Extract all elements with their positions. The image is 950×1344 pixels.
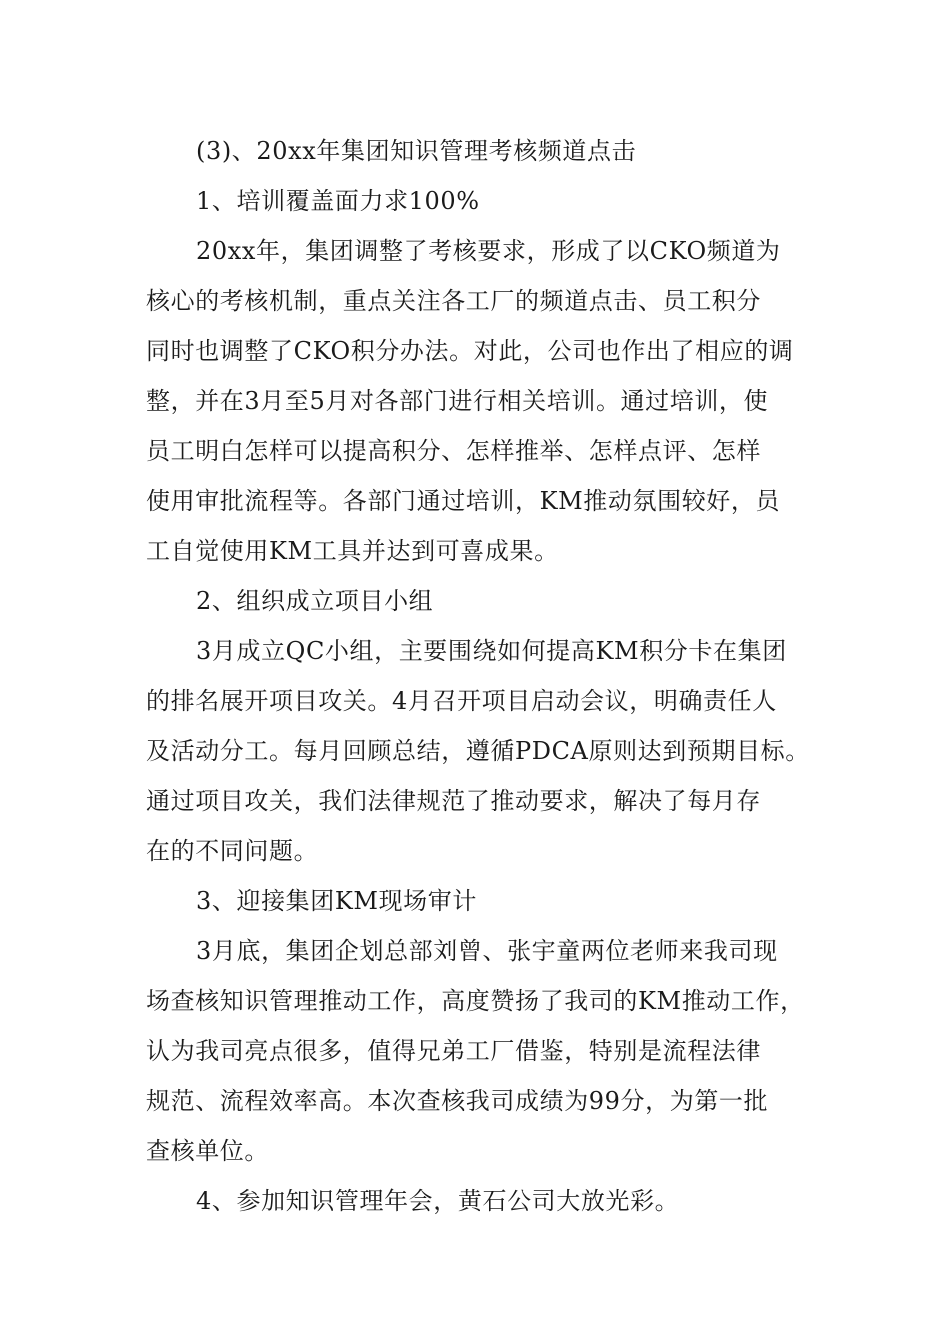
paragraph-line: 使用审批流程等。各部门通过培训，KM推动氛围较好，员 [146,487,781,515]
paragraph-line: 及活动分工。每月回顾总结，遵循PDCA原则达到预期目标。 [146,737,810,765]
paragraph-line: 员工明白怎样可以提高积分、怎样推举、怎样点评、怎样 [146,437,761,465]
paragraph-line: 整，并在3月至5月对各部门进行相关培训。通过培训，使 [146,387,769,415]
paragraph-line: 20xx年，集团调整了考核要求，形成了以CKO频道为 [196,237,781,265]
paragraph-line: 3月成立QC小组，主要围绕如何提高KM积分卡在集团 [196,637,787,665]
paragraph-line: 认为我司亮点很多，值得兄弟工厂借鉴，特别是流程法律 [146,1037,761,1065]
subsection-heading: 1、培训覆盖面力求100% [196,187,480,215]
subsection-heading: 2、组织成立项目小组 [196,587,434,615]
paragraph-line: 场查核知识管理推动工作，高度赞扬了我司的KM推动工作， [146,987,805,1015]
paragraph-line: 3月底，集团企划总部刘曾、张宇童两位老师来我司现 [196,937,778,965]
paragraph-line: 同时也调整了CKO积分办法。对此，公司也作出了相应的调 [146,337,794,365]
subsection-heading: 3、迎接集团KM现场审计 [196,887,477,915]
paragraph-line: 通过项目攻关，我们法律规范了推动要求，解决了每月存 [146,787,761,815]
paragraph-line: 核心的考核机制，重点关注各工厂的频道点击、员工积分 [146,287,761,315]
paragraph-line: 查核单位。 [146,1137,269,1165]
paragraph-line: 工自觉使用KM工具并达到可喜成果。 [146,537,559,565]
paragraph-line: 在的不同问题。 [146,837,319,865]
subsection-heading: 4、参加知识管理年会，黄石公司大放光彩。 [196,1187,680,1215]
section-heading: (3)、20xx年集团知识管理考核频道点击 [196,137,637,165]
paragraph-line: 的排名展开项目攻关。4月召开项目启动会议，明确责任人 [146,687,777,715]
paragraph-line: 规范、流程效率高。本次查核我司成绩为99分，为第一批 [146,1087,769,1115]
